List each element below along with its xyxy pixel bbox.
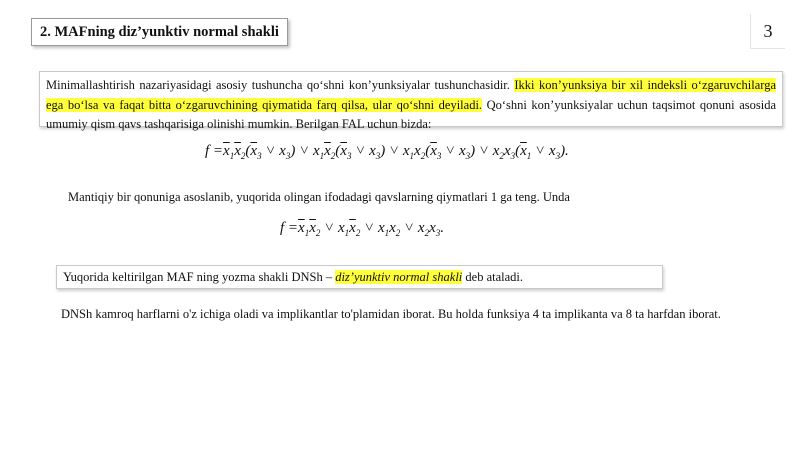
definition-intro: Minimallashtirish nazariyasidagi asosiy tushuncha qo‘shni kon’yunksiyalar tushunchasidir.	[46, 78, 515, 92]
page-number-text: 3	[763, 20, 773, 41]
dnsh-highlight: diz’yunktiv normal shakli	[335, 270, 463, 284]
formula-initial: $f =\overline{x}_1\overline{x}_2(\overline{x}_3$ ˅ $x_3$) ˅ $x_1\overline{x}_2(\overline{x}_3$ ˅ $x_3$) ˅ $x_1x_2(\overline{x}_3$ ˅ $x_3$) ˅ $x_2x_3(\overline{x}_1$ ˅ $x_3$).	[205, 143, 569, 161]
definition-continuation: Qo‘shni kon’yunksiyalar uchun taqsimot qonuni asosida umumiy qism qavs tashqarisiga olinishi mumkin. Berilgan FAL uchun bizda:	[46, 97, 776, 131]
definition-paragraph	[39, 71, 783, 131]
slide-title-text: 2. MAFning diz’yunktiv normal shakli	[40, 23, 279, 40]
dnsh-intro: Yuqorida keltirilgan MAF ning yozma shakli DNSh –	[63, 270, 336, 284]
dnsh-summary-paragraph	[61, 307, 721, 322]
logic-law-text: Mantiqiy bir qonuniga asoslanib, yuqorida olingan ifodadagi qavslarning qiymatlari 1 ga teng. Unda	[68, 190, 570, 204]
logic-law-paragraph	[68, 190, 570, 205]
page-number	[750, 14, 785, 49]
slide-title	[31, 18, 288, 46]
definition-highlight: Ikki kon’yunksiya bir xil indeksli o‘zgaruvchilarga ega bo‘lsa va faqat bitta o‘zgaruvchining qiymatida farq qilsa, ular qo‘shni deyiladi.	[46, 78, 776, 112]
dnsh-definition-paragraph	[56, 265, 663, 289]
dnsh-ending: deb ataladi.	[462, 270, 524, 284]
dnsh-summary-text: DNSh kamroq harflarni o'z ichiga oladi va implikantlar to'plamidan iborat. Bu holda funksiya 4 ta implikanta va 8 ta harfdan iborat.	[61, 307, 721, 321]
formula-simplified: $f =\overline{x}_1\overline{x}_2$ ˅ $x_1\overline{x}_2$ ˅ $x_1x_2$ ˅ $x_2x_3$.	[280, 220, 444, 238]
